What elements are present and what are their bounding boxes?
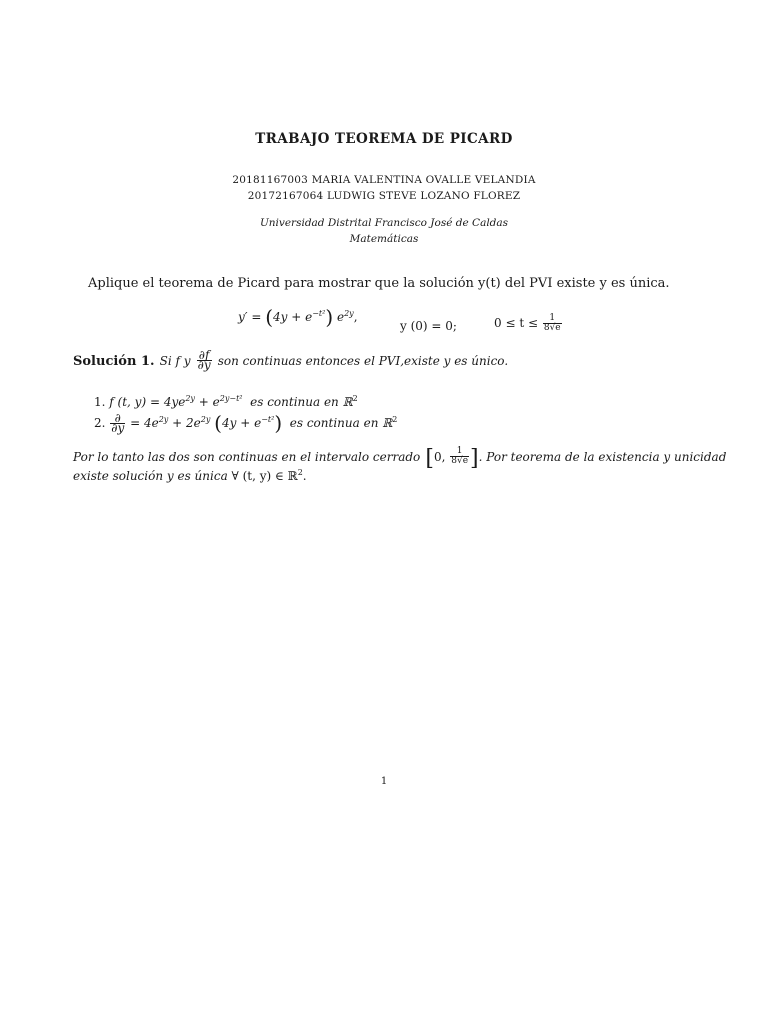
initial-condition: y (0) = 0; — [400, 319, 457, 333]
problem-statement: Aplique el teorema de Picard para mostrar que la solución y(t) del PVI existe y es única. — [88, 276, 670, 291]
university-name: Universidad Distrital Francisco José de Caldas — [259, 217, 509, 229]
conclusion-line-2: existe solución y es única ∀ (t, y) ∈ ℝ$^2$. — [73, 468, 307, 483]
eq-exp-t2: −t² — [312, 309, 326, 318]
interval — [494, 314, 563, 333]
item-marker: 2. — [94, 416, 106, 430]
solution-statement: Solución 1. Si f y $\frac{\partial f}{\partial y}$ son continuas entonces el PVI,existe y es único. — [73, 348, 509, 372]
eq-exp-2y: 2y — [344, 309, 354, 318]
department-name: Matemáticas — [349, 233, 419, 245]
author-line-2: 20172167064 LUDWIG STEVE LOZANO FLOREZ — [247, 190, 521, 202]
solution-item-2: 2. $\frac{\partial}{\partial y}$ = $4e^{2y} + 2e^{2y}$ $(4y + e^{-t^2})$ es continua en ℝ$^2$ — [94, 411, 398, 435]
author-line-1: 20181167003 MARIA VALENTINA OVALLE VELANDIA — [232, 174, 536, 186]
solution-item-1: 1. f (t, $y) = 4ye^{2y} + e^{2y-t^2}$ es continua en ℝ$^2$ — [94, 394, 358, 409]
pvi-equation: $y' = (4y + e^{-t^2})$ $e^{2y}$, — [238, 305, 358, 329]
eq-term: 4y + e — [273, 310, 313, 324]
interval-lhs: 0 ≤ t ≤ — [494, 316, 539, 330]
interval-fraction: $\frac{1}{8√e}$ — [543, 313, 561, 333]
document-title: TRABAJO TEOREMA DE PICARD — [255, 131, 513, 147]
solution-label: Solución 1. — [73, 354, 155, 369]
conclusion-line-1: Por lo tanto las dos son continuas en el intervalo cerrado [0, $\frac{1}{8√e}$ ]. Por teorema de la existencia y unicidad — [73, 446, 727, 471]
eq-comma: , — [353, 310, 358, 324]
conclusion-fraction: $\frac{1}{8√e}$ — [451, 446, 469, 466]
derivative-operator: $\frac{\partial}{\partial y}$ — [111, 411, 125, 435]
eq-lhs: y′ = — [238, 310, 266, 324]
page-number: 1 — [380, 776, 388, 787]
partial-fraction: $\frac{\partial f}{\partial y}$ — [197, 348, 211, 372]
item-marker: 1. — [94, 395, 106, 409]
